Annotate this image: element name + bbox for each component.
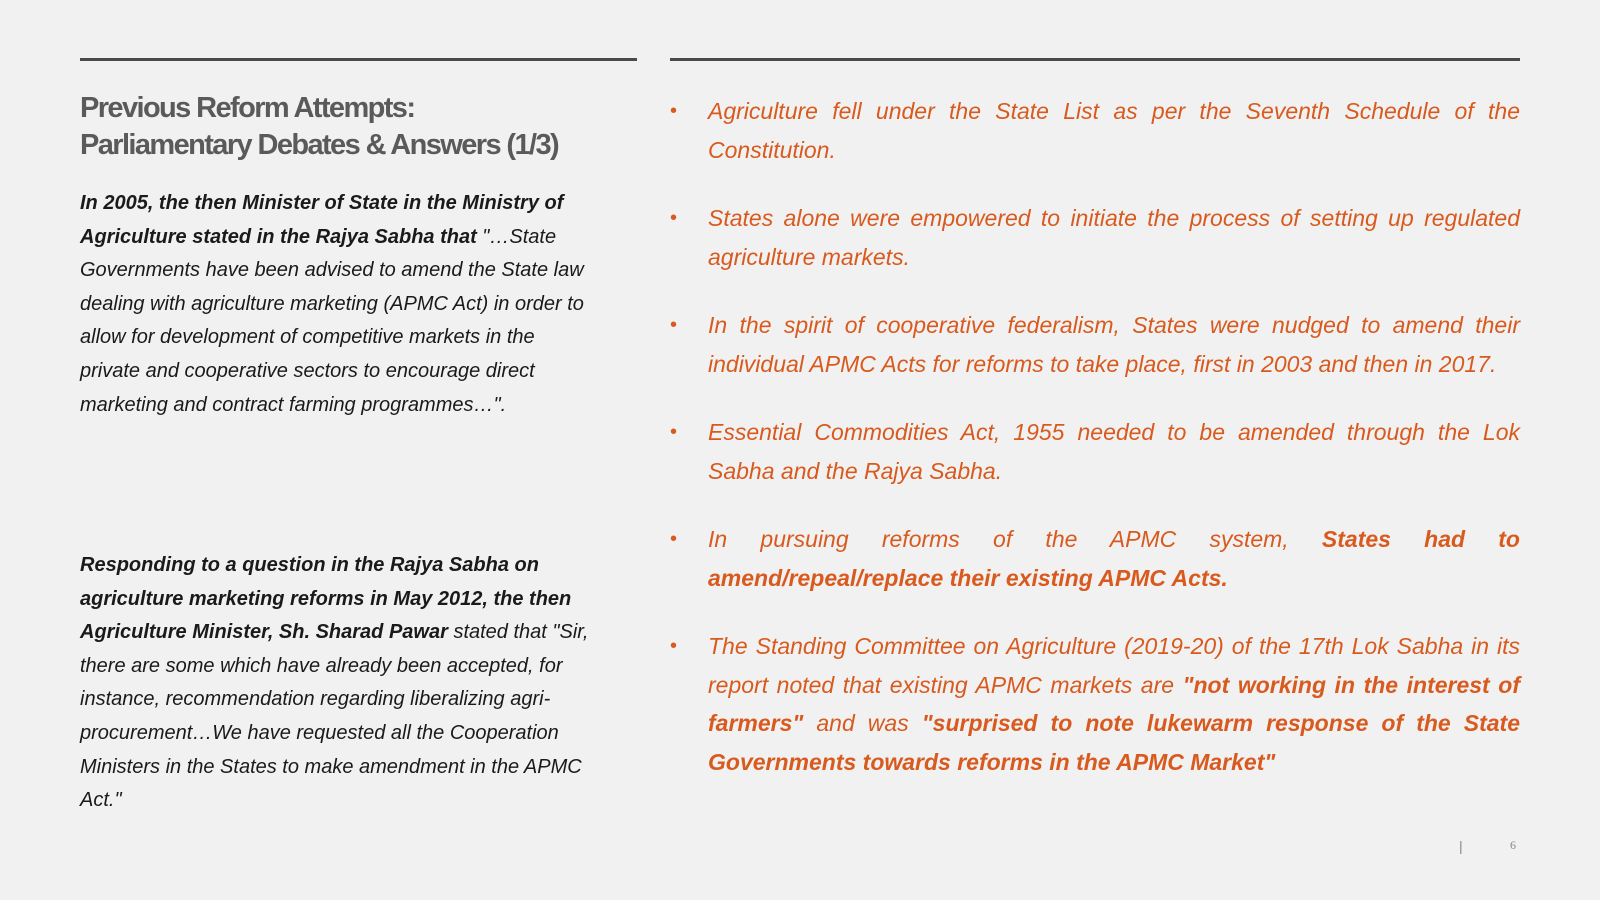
quote-lead-2012: Responding to a question in the Rajya Sabha on agriculture marketing reforms in May 2012, the then Agriculture Minister, Sh. Sharad Pawar	[80, 554, 572, 644]
quote-lead-2005: In 2005, the then Minister of State in the Ministry of Agriculture stated in the Rajya Sabha that	[80, 192, 564, 248]
bullet-text: In pursuing reforms of the APMC system,	[708, 526, 1322, 552]
top-rule-left	[80, 58, 637, 61]
bullet-text: The Standing Committee on Agriculture (2019-20) of the 17th Lok Sabha in its report noted that existing APMC markets are	[708, 633, 1520, 698]
bullet-text: In the spirit of cooperative federalism, States were nudged to amend their individual APMC Acts for reforms to take place, first in 2003 and then in 2017.	[708, 312, 1520, 377]
bullet-text: Essential Commodities Act, 1955 needed to be amended through the Lok Sabha and the Rajya Sabha.	[708, 419, 1520, 484]
bullet-item	[668, 520, 1520, 597]
footer-separator: |	[1459, 838, 1463, 854]
bullet-text: States alone were empowered to initiate the process of setting up regulated agriculture markets.	[708, 205, 1520, 270]
title-line-2: Parliamentary Debates & Answers (1/3)	[80, 129, 559, 161]
bullet-item	[668, 199, 1520, 276]
bullet-dot-icon: •	[670, 421, 678, 443]
title-line-1: Previous Reform Attempts:	[80, 92, 415, 124]
bullet-dot-icon: •	[670, 207, 678, 229]
bullet-dot-icon: •	[670, 528, 678, 550]
bullet-dot-icon: •	[670, 100, 678, 122]
bullet-dot-icon: •	[670, 635, 678, 657]
bullet-emphasis: "surprised to note lukewarm response of the State Governments towards reforms in the APMC Market"	[708, 710, 1520, 775]
quote-text-2005: "…State Governments have been advised to amend the State law dealing with agriculture marketing (APMC Act) in order to allow for development of competitive markets in the private and cooperative sectors to encourage direct marketing and contract farming programmes…".	[80, 225, 584, 416]
bullet-emphasis: "not working in the interest of farmers"	[708, 671, 1520, 736]
bullet-item	[668, 413, 1520, 490]
bullet-list	[668, 92, 1520, 811]
bullet-item	[668, 92, 1520, 169]
title-block	[80, 90, 600, 164]
bullet-emphasis: States had to amend/repeal/replace their existing APMC Acts.	[708, 526, 1520, 591]
top-rule-right	[670, 58, 1520, 61]
bullet-text: Agriculture fell under the State List as per the Seventh Schedule of the Constitution.	[708, 98, 1520, 163]
bullet-item	[668, 627, 1520, 781]
bullet-text: and was	[803, 710, 922, 736]
quote-text-2012: stated that "Sir, there are some which have already been accepted, for instance, recommendation regarding liberalizing agri-procurement…We have requested all the Cooperation Ministers in the States to make amendment in the APMC Act."	[80, 621, 589, 812]
quote-paragraph-2012	[80, 549, 600, 818]
slide-title	[80, 90, 600, 164]
page-number: 6	[1510, 838, 1516, 852]
quote-paragraph-2005	[80, 187, 600, 422]
bullet-dot-icon: •	[670, 314, 678, 336]
bullet-item	[668, 306, 1520, 383]
